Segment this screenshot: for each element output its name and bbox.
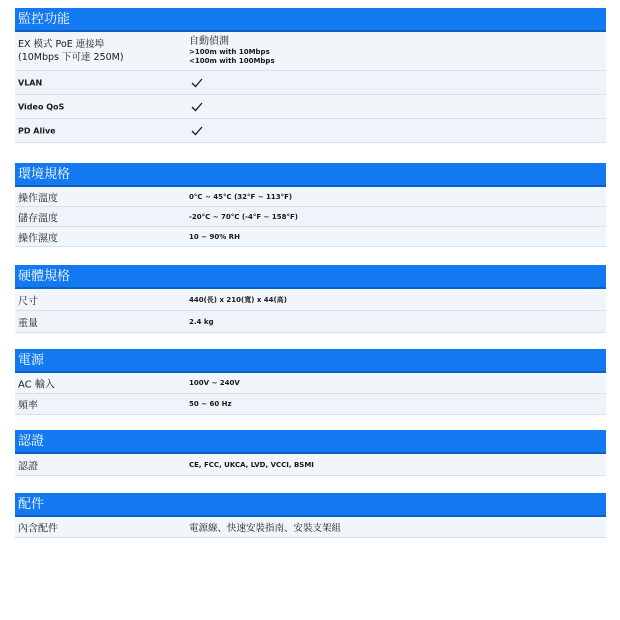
spec-row-certification bbox=[15, 454, 606, 476]
section-certification bbox=[15, 430, 606, 476]
section-title: 認證 bbox=[15, 430, 606, 454]
spec-row-pd-alive bbox=[15, 119, 606, 143]
spec-label: 操作溫度 bbox=[18, 193, 58, 204]
spec-row-video-qos bbox=[15, 95, 606, 119]
spec-value-line: <100m with 100Mbps bbox=[189, 57, 275, 65]
spec-label: Video QoS bbox=[18, 102, 65, 111]
section-power bbox=[15, 349, 606, 415]
spec-row-frequency bbox=[15, 394, 606, 415]
spec-row-operating-humidity bbox=[15, 227, 606, 247]
spec-label: 尺寸 bbox=[18, 296, 38, 307]
spec-value-line: >100m with 10Mbps bbox=[189, 48, 270, 56]
spec-value: 440(長) x 210(寬) x 44(高) bbox=[189, 295, 287, 304]
spec-value: 100V ~ 240V bbox=[189, 379, 240, 387]
spec-value-main: 自動偵測 bbox=[189, 36, 229, 47]
spec-row-dimensions bbox=[15, 289, 606, 311]
spec-label: EX 模式 PoE 連接埠 (10Mbps 下可達 250M) bbox=[18, 39, 124, 63]
spec-value: 0°C ~ 45°C (32°F ~ 113°F) bbox=[189, 192, 293, 201]
spec-label: 認證 bbox=[18, 461, 38, 472]
spec-value bbox=[189, 36, 275, 66]
section-title: 監控功能 bbox=[15, 8, 606, 32]
section-environment bbox=[15, 163, 606, 247]
section-title: 環境規格 bbox=[15, 163, 606, 187]
spec-row-operating-temp bbox=[15, 187, 606, 207]
spec-label: 操作濕度 bbox=[18, 233, 58, 244]
section-title: 硬體規格 bbox=[15, 265, 606, 289]
spec-row-poe-port bbox=[15, 32, 606, 71]
spec-value: 10 ~ 90% RH bbox=[189, 232, 240, 241]
spec-value: CE, FCC, UKCA, LVD, VCCI, BSMI bbox=[189, 460, 314, 469]
spec-row-included-accessories bbox=[15, 517, 606, 538]
check-icon bbox=[191, 102, 203, 112]
spec-row-weight bbox=[15, 311, 606, 333]
check-icon bbox=[191, 78, 203, 88]
spec-value: 2.4 kg bbox=[189, 317, 214, 326]
section-title: 配件 bbox=[15, 493, 606, 517]
spec-row-storage-temp bbox=[15, 207, 606, 227]
spec-label: VLAN bbox=[18, 78, 43, 87]
check-icon bbox=[191, 126, 203, 136]
spec-value: -20°C ~ 70°C (-4°F ~ 158°F) bbox=[189, 212, 298, 221]
spec-label: PD Alive bbox=[18, 126, 56, 135]
spec-value: 電源線、快速安裝指南、安裝支架組 bbox=[189, 523, 342, 534]
spec-label: AC 輸入 bbox=[18, 379, 55, 391]
spec-row-vlan bbox=[15, 71, 606, 95]
spec-row-ac-input bbox=[15, 373, 606, 394]
section-title: 電源 bbox=[15, 349, 606, 373]
section-accessories bbox=[15, 493, 606, 538]
spec-label: 內含配件 bbox=[18, 523, 58, 535]
spec-label: 頻率 bbox=[18, 400, 38, 412]
spec-value: 50 ~ 60 Hz bbox=[189, 400, 232, 408]
section-hardware bbox=[15, 265, 606, 333]
section-monitoring bbox=[15, 8, 606, 143]
spec-label: 重量 bbox=[18, 318, 38, 329]
spec-label: 儲存溫度 bbox=[18, 213, 58, 224]
